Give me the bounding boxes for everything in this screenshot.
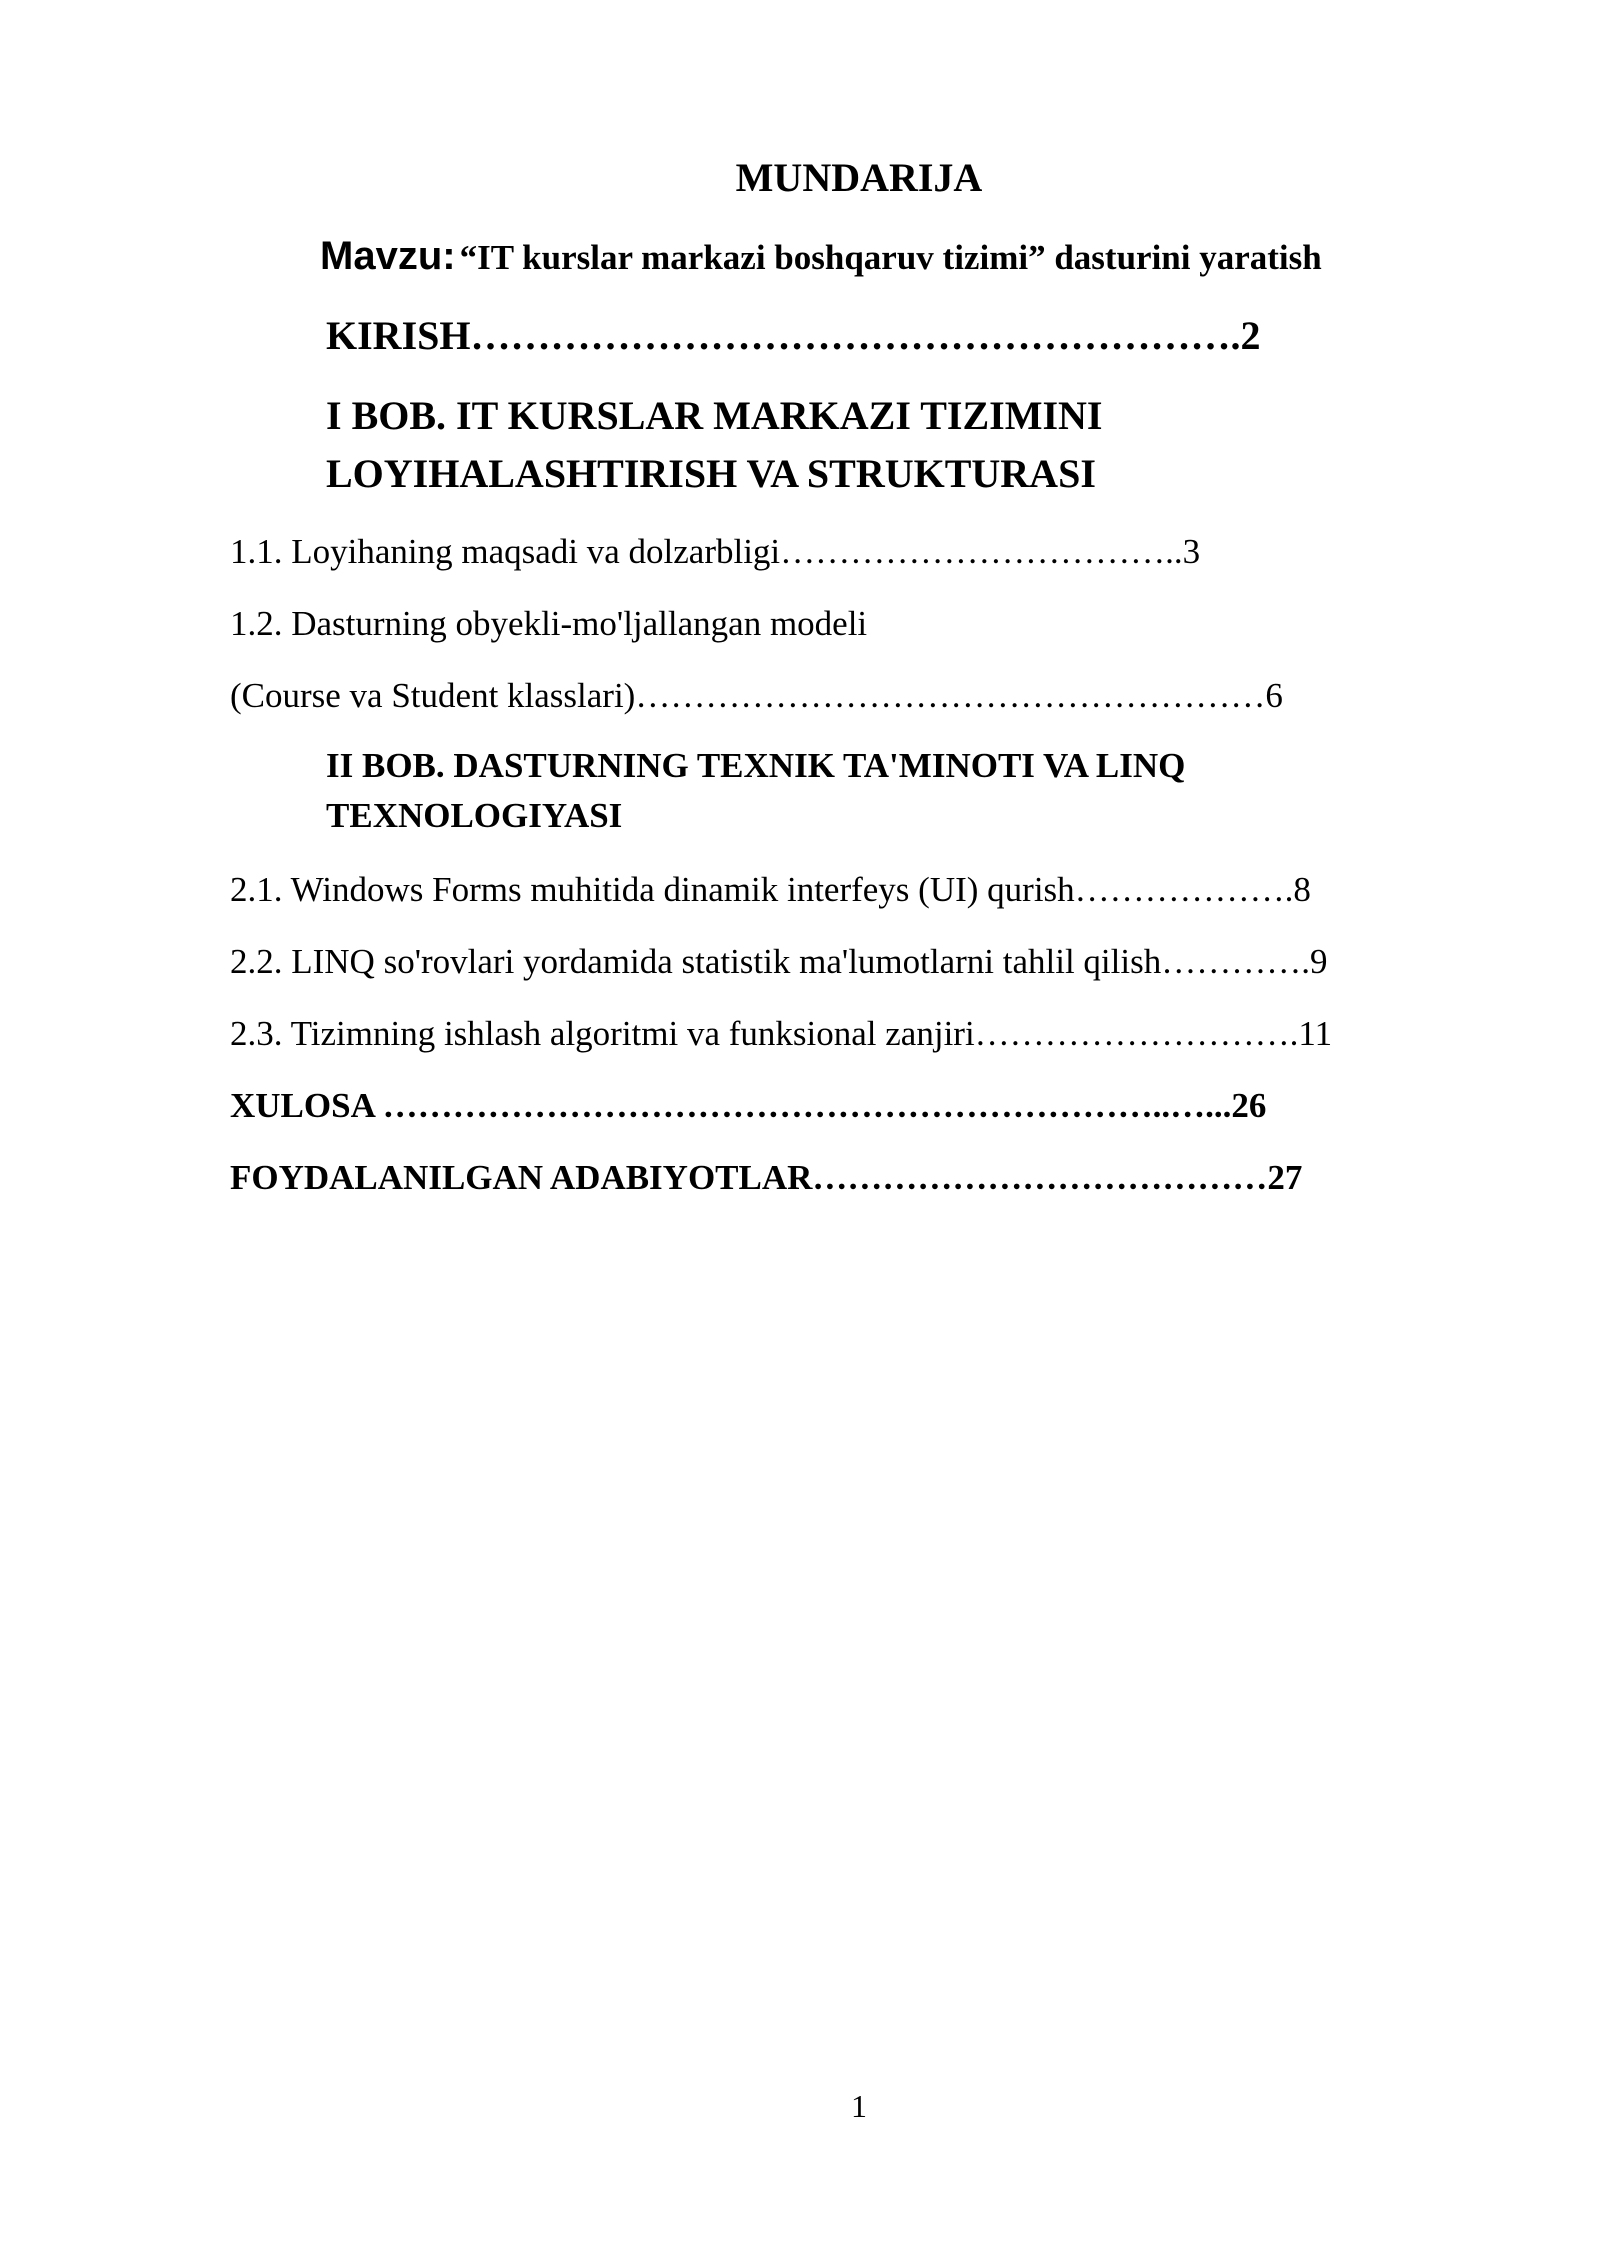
toc-entry-2-1: 2.1. Windows Forms muhitida dinamik interfeys (UI) qurish……………….8 — [230, 870, 1311, 909]
toc-entry-references: FOYDALANILGAN ADABIYOTLAR…………………………………27 — [230, 1158, 1303, 1197]
toc-chapter2-line1: II BOB. DASTURNING TEXNIK TA'MINOTI VA LINQ — [326, 746, 1186, 785]
page-number: 1 — [851, 2088, 867, 2124]
subject-text: “IT kurslar markazi boshqaruv tizimi” dasturini yaratish — [459, 238, 1322, 277]
toc-title: MUNDARIJA — [735, 155, 983, 200]
toc-chapter1-line1: I BOB. IT KURSLAR MARKAZI TIZIMINI — [326, 393, 1103, 438]
toc-entry-1-2b: (Course va Student klasslari)………………………………………………6 — [230, 676, 1283, 715]
toc-entry-2-2: 2.2. LINQ so'rovlari yordamida statistik ma'lumotlarni tahlil qilish………….9 — [230, 942, 1328, 981]
toc-entry-1-2a: 1.2. Dasturning obyekli-mo'ljallangan modeli — [230, 604, 868, 643]
toc-entry-conclusion: XULOSA …………………………………………………………..…...26 — [230, 1086, 1267, 1125]
subject-line — [320, 236, 1322, 276]
toc-chapter1-line2: LOYIHALASHTIRISH VA STRUKTURASI — [326, 451, 1096, 496]
toc-entry-2-3: 2.3. Tizimning ishlash algoritmi va funksional zanjiri……………………….11 — [230, 1014, 1333, 1053]
toc-entry-1-1: 1.1. Loyihaning maqsadi va dolzarbligi……………………………..3 — [230, 532, 1201, 571]
toc-entry-intro: KIRISH………………………………………………….2 — [326, 313, 1261, 358]
subject-label: Mavzu: — [320, 234, 456, 278]
toc-chapter2-line2: TEXNOLOGIYASI — [326, 796, 623, 835]
